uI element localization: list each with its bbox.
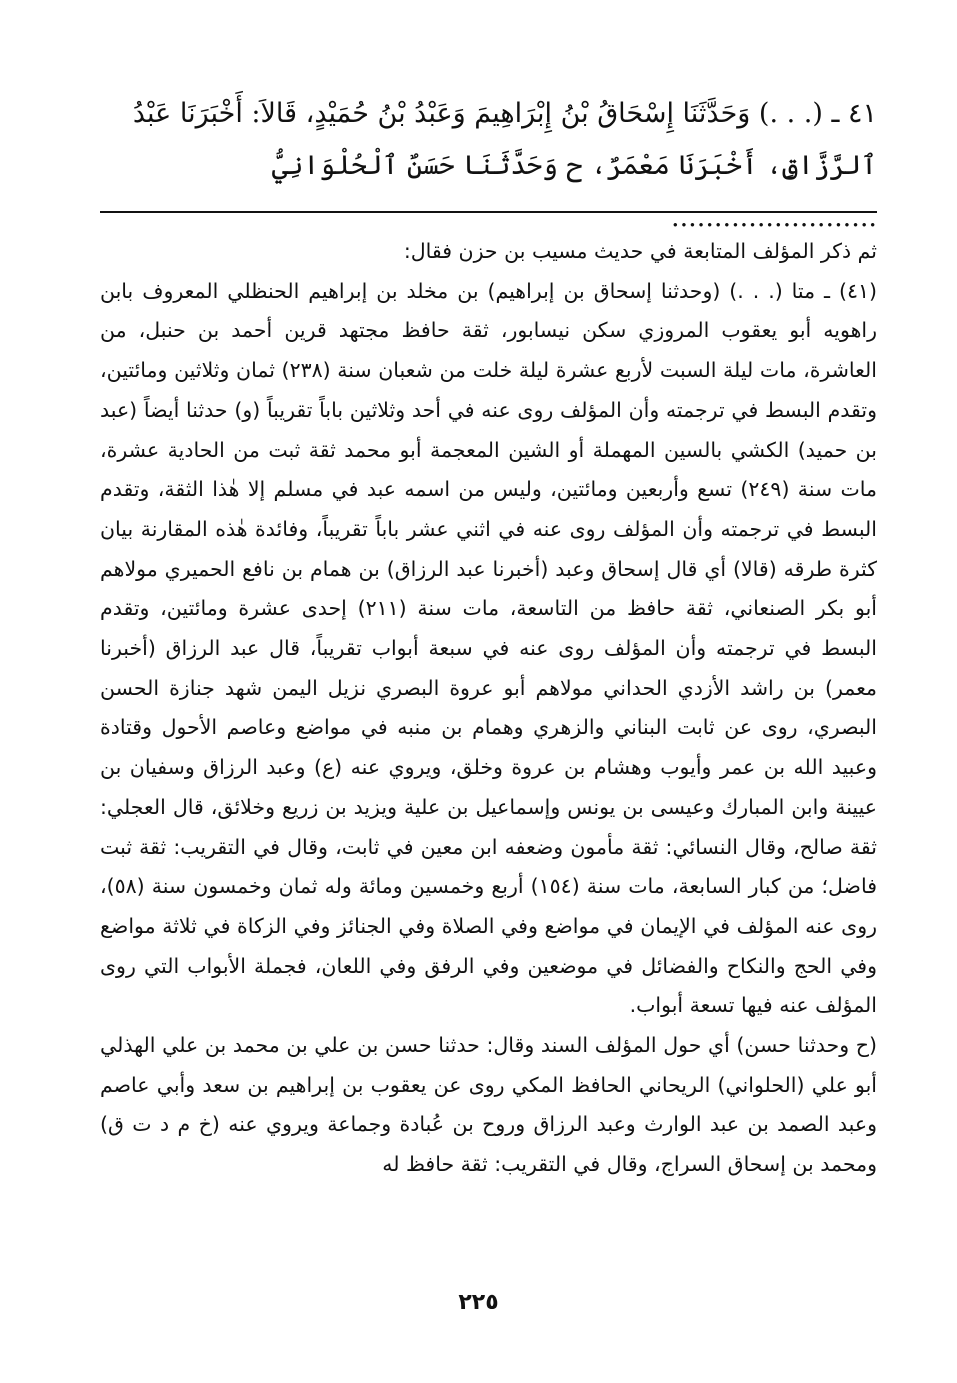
commentary-paragraph: (ح وحدثنا حسن) أي حول المؤلف السند وقال: حدثنا حسن بن علي بن محمد بن علي الهذلي أبو علي (الحلواني) الريحاني الحافظ المكي روى عن يعقوب بن إبراهيم بن سعد وأبي عاصم وعبد الصمد بن عبد الوارث وعبد الرزاق وروح بن عُبادة وجماعة ويروي عنه (خ م د ت ق) ومحمد بن إسحاق السراج، وقال في التقريب: ثقة حافظ له [100, 1033, 877, 1177]
commentary-paragraph: (٤١) ـ متا (. . .) (وحدثنا إسحاق بن إبراهيم) بن مخلد بن إبراهيم الحنظلي المعروف بابن راهويه أبو يعقوب المروزي سكن نيسابور، ثقة حافظ مجتهد قرين أحمد بن حنبل، من العاشرة، مات ليلة السبت لأربع عشرة ليلة خلت من شعبان سنة (٢٣٨) ثمان وثلاثين ومائتين، وتقدم البسط في ترجمته وأن المؤلف روى عنه في أحد وثلاثين باباً تقريباً (و) حدثنا أيضاً (عبد بن حميد) الكشي بالسين المهملة أو الشين المعجمة أبو محمد ثقة ثبت من الحادية عشرة، مات سنة (٢٤٩) تسع وأربعين ومائتين، وليس من اسمه عبد في مسلم إلا هٰذا الثقة، وتقدم البسط في ترجمته وأن المؤلف روى عنه في اثني عشر باباً تقريباً، وفائدة هٰذه المقارنة بيان كثرة طرقه (قالا) أي قال إسحاق وعبد (أخبرنا عبد الرزاق) بن همام بن نافع الحميري مولاهم أبو بكر الصنعاني، ثقة حافظ من التاسعة، مات سنة (٢١١) إحدى عشرة ومائتين، وتقدم البسط في ترجمته وأن المؤلف روى عنه في سبعة أبواب تقريباً، قال عبد الرزاق (أخبرنا معمر) بن راشد الأزدي الحداني مولاهم أبو عروة البصري نزيل اليمن شهد جنازة الحسن البصري، روى عن ثابت البناني والزهري وهمام بن منبه في مواضع وعاصم الأحول وقتادة وعبيد الله بن عمر وأيوب وهشام بن عروة وخلق، ويروي عنه (ع) وعبد الرزاق وسفيان بن عيينة وابن المبارك وعيسى بن يونس وإسماعيل بن علية ويزيد بن زريع وخلائق، قال العجلي: ثقة صالح، وقال النسائي: ثقة مأمون وضعفه ابن معين في ثابت، وقال في التقريب: ثقة ثبت فاضل؛ من كبار السابعة، مات سنة (١٥٤) أربع وخمسين ومائة وله ثمان وخمسون سنة (٥٨)، روى عنه المؤلف في الإيمان في مواضع وفي الصلاة وفي الجنائز وفي الزكاة في ثلاثة مواضع وفي الحج والنكاح والفضائل في موضعين وفي الرفق وفي اللعان، فجملة الأبواب التي روى المؤلف عنه فيها تسعة أبواب. [100, 278, 877, 1018]
commentary-intro: ثم ذكر المؤلف المتابعة في حديث مسيب بن حزن فقال: [403, 239, 877, 263]
hadith-text [100, 88, 877, 244]
separator-line [100, 211, 877, 213]
hadith-line: ٤١ ـ (. . .) وَحَدَّثَنَا إِسْحَاقُ بْنُ إِبْرَاهِيمَ وَعَبْدُ بْنُ حُمَيْدٍ، قَالاَ: أَخْبَرَنَا عَبْدُ [132, 98, 877, 129]
page-number: ٢٢٥ [458, 1290, 499, 1315]
commentary-text [100, 232, 877, 1185]
hadith-line: ٱلرَّزَّاقِ، أَخْبَرَنَا مَعْمَرٌ، ح وَحَدَّثَنَا حَسَنٌ ٱلْحُلْوَانِيُّ ........................ [271, 150, 877, 233]
